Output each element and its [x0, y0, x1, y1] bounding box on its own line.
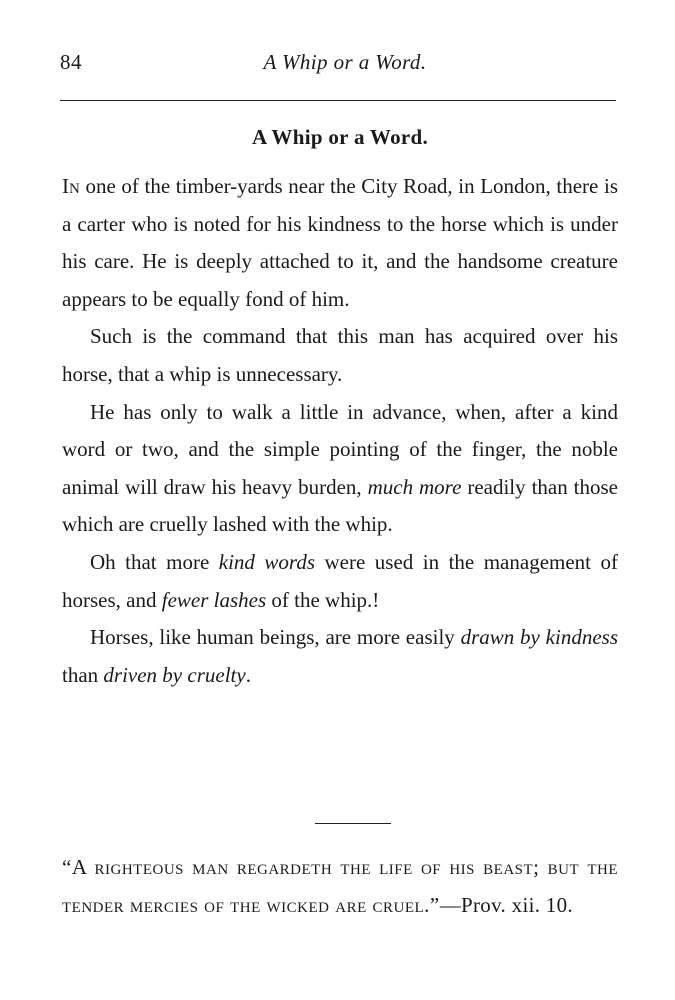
- paragraph-4: [62, 544, 618, 619]
- page-number: 84: [60, 50, 82, 74]
- paragraph-5: [62, 619, 618, 694]
- paragraph-1: [62, 168, 618, 318]
- paragraph-3-emphasis: much more: [367, 474, 462, 499]
- header-rule: [60, 100, 616, 101]
- paragraph-5-middle: than: [62, 662, 104, 687]
- paragraph-3: [62, 394, 618, 544]
- article-body: [62, 168, 618, 694]
- running-title: A Whip or a Word.: [263, 50, 427, 74]
- paragraph-4-middle: were used in the management of horses, and: [62, 549, 618, 612]
- quote-reference: —Prov. xii. 10.: [439, 893, 573, 917]
- paragraph-5-emphasis-2: driven by cruelty: [103, 662, 246, 687]
- running-head: [60, 50, 620, 82]
- quote-text: “A righteous man regardeth the life of his beast; but the tender mercies of the wicked are cruel.”: [62, 855, 618, 917]
- paragraph-4-emphasis-2: fewer lashes: [161, 587, 267, 612]
- scripture-quote: [62, 848, 618, 924]
- section-end-rule: [315, 823, 391, 824]
- paragraph-4-emphasis-1: kind words: [218, 549, 315, 574]
- paragraph-2: Such is the command that this man has acquired over his horse, that a whip is unnecessary.: [62, 324, 618, 386]
- paragraph-4-before: Oh that more: [90, 549, 219, 574]
- paragraph-5-before: Horses, like human beings, are more easily: [90, 625, 461, 650]
- paragraph-1-lead: In: [62, 174, 80, 198]
- paragraph-5-after: .: [245, 662, 251, 687]
- paragraph-5-emphasis-1: drawn by kindness: [460, 625, 618, 650]
- article-title: A Whip or a Word.: [251, 125, 429, 149]
- paragraph-3-before: He has only to walk a little in advance, when, after a kind word or two, and the simple pointing of the finger, the noble animal will draw his heavy burden,: [62, 399, 618, 499]
- paragraph-3-after: readily than those which are cruelly lashed with the whip.: [62, 474, 618, 537]
- paragraph-1-text: one of the timber-yards near the City Road, in London, there is a carter who is noted for his kindness to the horse which is under his care. He is deeply attached to it, and the handsome creature appears to be equally fond of him.: [62, 174, 618, 311]
- paragraph-4-after: of the whip.!: [266, 587, 380, 612]
